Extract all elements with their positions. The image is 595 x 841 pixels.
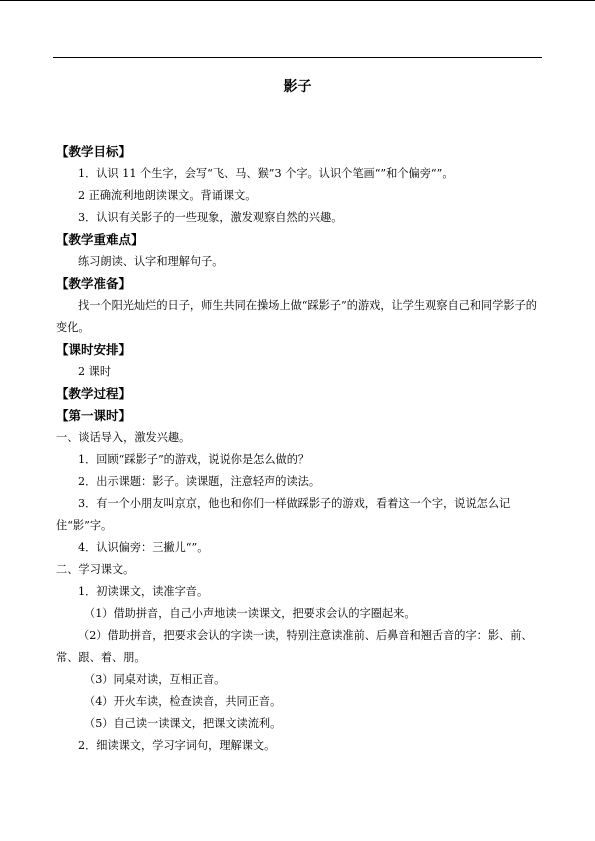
lesson-line: （2）借助拼音，把要求会认的字读一读，特别注意读准前、后鼻音和翘舌音的字：影、前、常、跟、着、朋。 bbox=[56, 629, 533, 664]
document-body bbox=[56, 141, 544, 757]
section-heading: 【课时安排】 bbox=[56, 342, 132, 357]
lesson-line: 4．认识偏旁：三撇儿“”。 bbox=[78, 541, 209, 554]
lesson-line: 1．回顾“踩影子”的游戏，说说你是怎么做的？ bbox=[78, 453, 310, 466]
lesson-line: 1．认识 11 个生字，会写“飞、马、猴”3 个字。认识个笔画“”和个偏旁“”。 bbox=[78, 167, 454, 180]
section-heading: 【第一课时】 bbox=[56, 408, 132, 423]
lesson-line: 练习朗读、认字和理解句子。 bbox=[78, 255, 224, 268]
page-top-border bbox=[0, 0, 595, 1]
lesson-line: （4）开火车读，检查读音，共同正音。 bbox=[84, 695, 282, 708]
lesson-line: 1．初读课文，读准字音。 bbox=[78, 585, 209, 598]
document-title: 影子 bbox=[283, 79, 312, 95]
lesson-line: 一、谈话导入，激发兴趣。 bbox=[56, 431, 191, 444]
section-heading: 【教学准备】 bbox=[56, 276, 132, 291]
lesson-line: （1）借助拼音，自己小声地读一读课文，把要求会认的字圈起来。 bbox=[84, 607, 416, 620]
lesson-line: 二、学习课文。 bbox=[56, 563, 135, 576]
lesson-line: 3．认识有关影子的一些现象，激发观察自然的兴趣。 bbox=[78, 211, 343, 224]
lesson-line: （5）自己读一读课文，把课文读流利。 bbox=[84, 717, 282, 730]
lesson-line: 2．出示课题：影子。读课题，注意轻声的读法。 bbox=[78, 475, 321, 488]
lesson-line: 2．细读课文，学习字词句，理解课文。 bbox=[78, 739, 276, 752]
lesson-line: 2 正确流利地朗读课文。背诵课文。 bbox=[78, 189, 257, 202]
lesson-line: 3．有一个小朋友叫京京，他也和你们一样做踩影子的游戏，看着这一个字，说说怎么记住“影”字。 bbox=[56, 497, 511, 532]
lesson-line: 2 课时 bbox=[78, 365, 112, 378]
section-heading: 【教学重难点】 bbox=[56, 232, 144, 247]
section-heading: 【教学过程】 bbox=[56, 386, 132, 401]
lesson-line: 找一个阳光灿烂的日子，师生共同在操场上做“踩影子”的游戏，让学生观察自己和同学影子的变化。 bbox=[56, 299, 537, 334]
section-heading: 【教学目标】 bbox=[56, 144, 132, 159]
header-rule bbox=[53, 57, 542, 58]
lesson-line: （3）同桌对读，互相正音。 bbox=[84, 673, 226, 686]
